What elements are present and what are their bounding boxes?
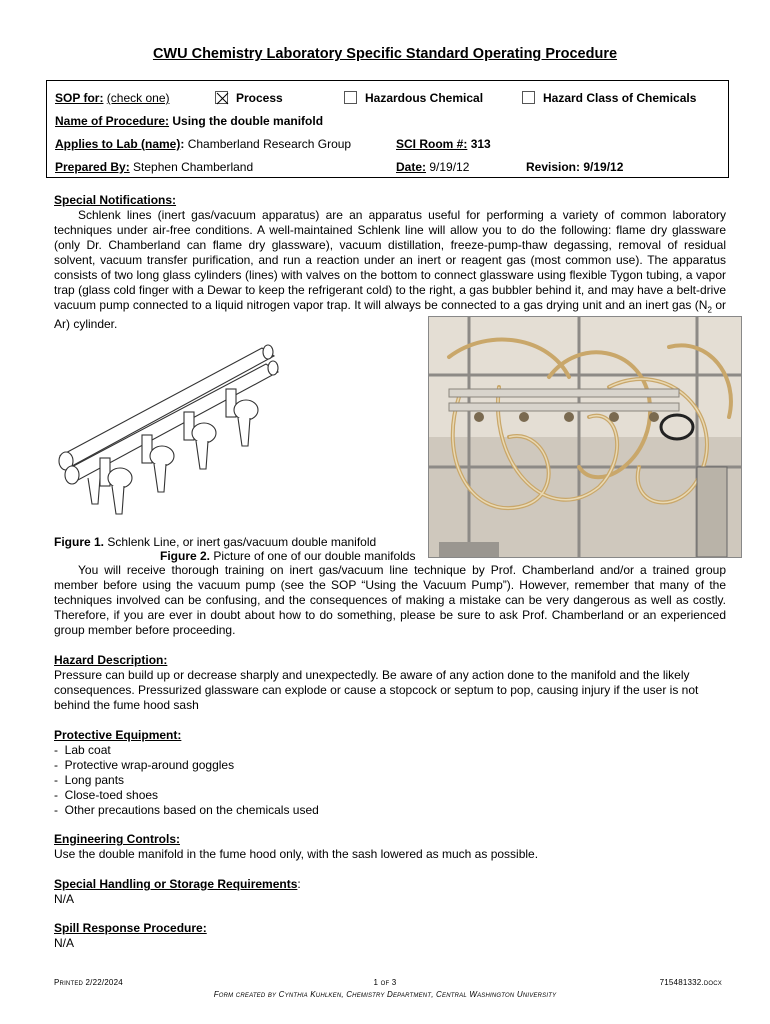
hazardous-chemical-label: Hazardous Chemical (365, 91, 484, 105)
prepared-row (55, 160, 253, 174)
double-manifold-photo (428, 316, 742, 558)
handling-text: N/A (54, 892, 75, 906)
figure-2-caption (160, 549, 430, 564)
option-hazard-class[interactable] (522, 91, 696, 105)
engineering-text: Use the double manifold in the fume hood only, with the sash lowered as much as possible. (54, 847, 539, 861)
procedure-label: Name of Procedure: (55, 114, 170, 128)
list-item: - Protective wrap-around goggles (54, 758, 726, 773)
footer-credit: Form created by Cynthia Kuhlken, Chemistry Department, Central Washington University (213, 990, 557, 999)
footer-filename: 715481332.docx (659, 978, 722, 987)
protective-equipment (54, 728, 726, 818)
room-row (396, 137, 491, 151)
revision-label: Revision: (526, 160, 581, 174)
prepared-value: Stephen Chamberland (133, 160, 254, 174)
lab-value: Chamberland Research Group (187, 137, 352, 151)
date-label: Date: (396, 160, 427, 174)
checked-x-icon (216, 92, 229, 105)
procedure-row (55, 114, 323, 128)
list-item: - Lab coat (54, 743, 726, 758)
schlenk-line-drawing (52, 328, 302, 528)
figure-2-text: Picture of one of our double manifolds (213, 549, 416, 563)
special-notifications-heading: Special Notifications: (54, 193, 177, 207)
special-handling: Special Handling or Storage Requirements: N/A (54, 877, 726, 907)
spill-response (54, 921, 726, 951)
special-notifications (54, 193, 726, 332)
procedure-value: Using the double manifold (172, 114, 324, 128)
option-process[interactable] (215, 91, 283, 105)
process-label: Process (236, 91, 283, 105)
special-notifications-text: Schlenk lines (inert gas/vacuum apparatus) are an apparatus useful for performing a variety of common laboratory techniques under air-free conditions. A well-maintained Schlenk line will allow you to do the following: flame dry glassware (only Dr. Chamberland can flame dry glassware), vacuum distillation, freeze-pump-thaw degassing, removal of residual solvent, vacuum transfer purification, and run a reaction under an inert or reagent gas (most common use). The apparatus consists of two long glass cylinders (lines) with valves on the bottom to connect glassware using flexible Tygon tubing, a vapor trap (glass cold finger with a Dewar to keep the refrigerant cold) to the right, a gas bubbler behind it, and may have a belt-drive vacuum pump connected to a liquid nitrogen vapor trap. It will always be connected to a gas drying unit and an inert gas ($N_2$ or Ar) cylinder. (54, 208, 726, 332)
handling-heading: Special Handling or Storage Requirements (54, 877, 298, 891)
hazardous-chemical-checkbox[interactable] (344, 91, 357, 104)
hazard-description (54, 653, 726, 713)
sop-for-label: SOP for: (55, 91, 104, 105)
manifold-photo-image (429, 317, 742, 558)
room-label: SCI Room #: (396, 137, 468, 151)
figure-1-text: Schlenk Line, or inert gas/vacuum double manifold (107, 535, 377, 549)
protective-list (54, 743, 726, 818)
figure-2-label: Figure 2. (160, 549, 211, 563)
room-value: 313 (470, 137, 491, 151)
hazard-class-checkbox[interactable] (522, 91, 535, 104)
protective-heading: Protective Equipment: (54, 728, 182, 742)
engineering-heading: Engineering Controls: (54, 832, 180, 846)
lab-label: Applies to Lab (name) (55, 137, 181, 151)
hazard-text: Pressure can build up or decrease sharply and unexpectedly. Be aware of any action done to the manifold and the likely consequences. Pressurized glassware can explode or cause a stopcock or septum to pop, causing injury if the user is not behind the fume hood sash (54, 668, 699, 712)
list-item: - Long pants (54, 773, 726, 788)
spill-text: N/A (54, 936, 75, 950)
revision-value: 9/19/12 (583, 160, 624, 174)
spill-heading: Spill Response Procedure: (54, 921, 207, 935)
process-checkbox[interactable] (215, 91, 228, 104)
figure-1-caption (54, 535, 434, 550)
footer-printed: Printed 2/22/2024 (54, 978, 123, 987)
list-item: - Close-toed shoes (54, 788, 726, 803)
prepared-label: Prepared By: (55, 160, 130, 174)
engineering-controls (54, 832, 726, 862)
sop-info-box (46, 80, 729, 178)
hazard-heading: Hazard Description: (54, 653, 168, 667)
check-one-note: (check one) (106, 91, 170, 105)
figure-1-label: Figure 1. (54, 535, 105, 549)
sop-for-row (55, 91, 170, 105)
date-row (396, 160, 469, 174)
list-item: - Other precautions based on the chemicals used (54, 803, 726, 818)
document-title: CWU Chemistry Laboratory Specific Standard Operating Procedure (152, 46, 618, 62)
option-hazardous-chemical[interactable] (344, 91, 483, 105)
lab-row: Applies to Lab (name): Chamberland Research Group (55, 137, 352, 151)
date-value: 9/19/12 (429, 160, 470, 174)
hazard-class-label: Hazard Class of Chemicals (543, 91, 697, 105)
footer-page-number: 1 of 3 (373, 978, 397, 987)
revision-row (526, 160, 623, 174)
training-paragraph: You will receive thorough training on inert gas/vacuum line technique by Prof. Chamberland and/or a trained group member before using the vacuum pump (see the SOP “Using the Vacuum Pump”). However, remember that many of the techniques involved can be confusing, and the consequences of making a mistake can be very dangerous as well as costly. Therefore, if you are ever in doubt about how to do something, please be sure to ask Prof. Chamberland or an experienced group member before proceeding. (54, 563, 726, 637)
